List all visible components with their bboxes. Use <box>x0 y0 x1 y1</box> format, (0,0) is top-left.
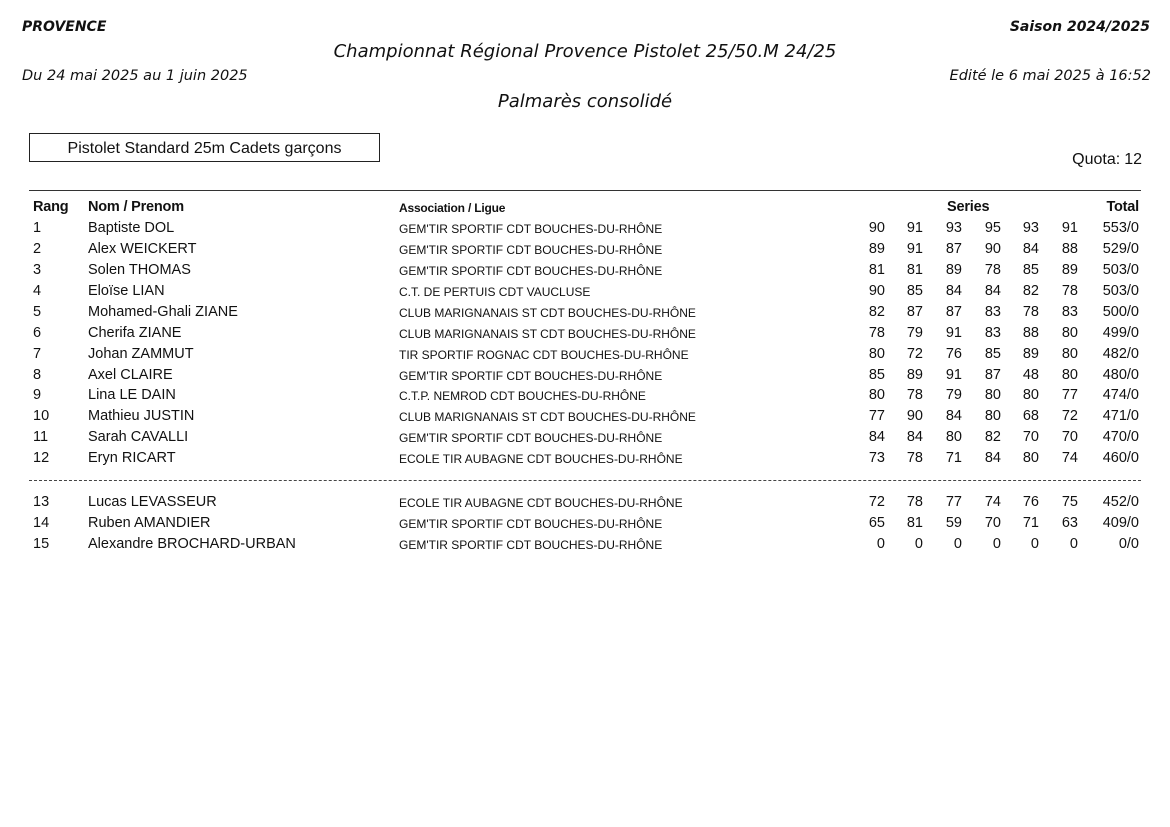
name-cell: Ruben AMANDIER <box>88 515 211 531</box>
club-cell: ECOLE TIR AUBAGNE CDT BOUCHES-DU-RHÔNE <box>399 452 683 466</box>
column-rank: Rang <box>33 199 69 215</box>
series-1-cell: 73 <box>868 450 885 466</box>
season-label: Saison 2024/2025 <box>1009 19 1150 35</box>
rank-cell: 8 <box>33 367 42 383</box>
series-6-cell: 77 <box>1061 387 1078 403</box>
club-cell: CLUB MARIGNANAIS ST CDT BOUCHES-DU-RHÔNE <box>399 327 696 341</box>
series-3-cell: 77 <box>945 494 962 510</box>
table-row <box>0 450 1170 471</box>
rank-cell: 4 <box>33 283 42 299</box>
series-6-cell: 91 <box>1061 220 1078 236</box>
series-1-cell: 85 <box>868 367 885 383</box>
series-2-cell: 79 <box>906 325 923 341</box>
series-6-cell: 63 <box>1061 515 1078 531</box>
series-2-cell: 89 <box>906 367 923 383</box>
quota-cutoff-divider <box>29 480 1141 481</box>
series-2-cell: 78 <box>906 494 923 510</box>
column-total: Total <box>1106 199 1139 215</box>
table-row <box>0 304 1170 325</box>
series-4-cell: 83 <box>984 325 1001 341</box>
rank-cell: 1 <box>33 220 42 236</box>
total-cell: 529/0 <box>1102 241 1139 257</box>
series-6-cell: 83 <box>1061 304 1078 320</box>
series-6-cell: 78 <box>1061 283 1078 299</box>
name-cell: Axel CLAIRE <box>88 367 173 383</box>
table-header <box>0 199 1170 220</box>
series-6-cell: 80 <box>1061 346 1078 362</box>
series-5-cell: 70 <box>1022 429 1039 445</box>
series-1-cell: 78 <box>868 325 885 341</box>
series-3-cell: 59 <box>945 515 962 531</box>
club-cell: CLUB MARIGNANAIS ST CDT BOUCHES-DU-RHÔNE <box>399 410 696 424</box>
quota <box>1072 151 1142 169</box>
total-cell: 474/0 <box>1102 387 1139 403</box>
club-cell: C.T. DE PERTUIS CDT VAUCLUSE <box>399 285 591 299</box>
series-1-cell: 65 <box>868 515 885 531</box>
region-label: PROVENCE <box>22 19 107 35</box>
series-2-cell: 78 <box>906 387 923 403</box>
series-4-cell: 83 <box>984 304 1001 320</box>
series-1-cell: 0 <box>876 536 885 552</box>
series-3-cell: 76 <box>945 346 962 362</box>
series-5-cell: 78 <box>1022 304 1039 320</box>
rank-cell: 9 <box>33 387 42 403</box>
series-5-cell: 80 <box>1022 450 1039 466</box>
series-5-cell: 82 <box>1022 283 1039 299</box>
name-cell: Lucas LEVASSEUR <box>88 494 217 510</box>
series-2-cell: 0 <box>914 536 923 552</box>
series-5-cell: 48 <box>1022 367 1039 383</box>
series-3-cell: 91 <box>945 367 962 383</box>
series-6-cell: 70 <box>1061 429 1078 445</box>
table-row <box>0 367 1170 388</box>
quota-value: 12 <box>1124 151 1142 168</box>
series-2-cell: 81 <box>906 262 923 278</box>
name-cell: Baptiste DOL <box>88 220 175 236</box>
name-cell: Johan ZAMMUT <box>88 346 194 362</box>
series-1-cell: 80 <box>868 387 885 403</box>
series-1-cell: 81 <box>868 262 885 278</box>
total-cell: 503/0 <box>1102 262 1139 278</box>
series-6-cell: 75 <box>1061 494 1078 510</box>
quota-label: Quota: <box>1072 151 1121 168</box>
series-6-cell: 88 <box>1061 241 1078 257</box>
club-cell: ECOLE TIR AUBAGNE CDT BOUCHES-DU-RHÔNE <box>399 496 683 510</box>
club-cell: GEM'TIR SPORTIF CDT BOUCHES-DU-RHÔNE <box>399 538 663 552</box>
series-4-cell: 74 <box>984 494 1001 510</box>
series-4-cell: 80 <box>984 408 1001 424</box>
series-3-cell: 71 <box>945 450 962 466</box>
series-1-cell: 84 <box>868 429 885 445</box>
series-2-cell: 78 <box>906 450 923 466</box>
column-club: Association / Ligue <box>399 201 506 215</box>
table-row <box>0 283 1170 304</box>
series-1-cell: 90 <box>868 220 885 236</box>
total-cell: 480/0 <box>1102 367 1139 383</box>
table-row <box>0 220 1170 241</box>
series-6-cell: 89 <box>1061 262 1078 278</box>
page-title: Championnat Régional Provence Pistolet 25/50.M 24/25 <box>333 41 837 62</box>
name-cell: Alex WEICKERT <box>88 241 197 257</box>
club-cell: GEM'TIR SPORTIF CDT BOUCHES-DU-RHÔNE <box>399 431 663 445</box>
series-2-cell: 91 <box>906 241 923 257</box>
table-row <box>0 515 1170 536</box>
series-6-cell: 80 <box>1061 367 1078 383</box>
column-series: Series <box>947 199 990 215</box>
page-subtitle: Palmarès consolidé <box>497 91 673 112</box>
series-5-cell: 84 <box>1022 241 1039 257</box>
name-cell: Sarah CAVALLI <box>88 429 189 445</box>
table-row <box>0 241 1170 262</box>
club-cell: TIR SPORTIF ROGNAC CDT BOUCHES-DU-RHÔNE <box>399 348 689 362</box>
series-5-cell: 85 <box>1022 262 1039 278</box>
series-1-cell: 90 <box>868 283 885 299</box>
rank-cell: 3 <box>33 262 42 278</box>
club-cell: CLUB MARIGNANAIS ST CDT BOUCHES-DU-RHÔNE <box>399 306 696 320</box>
series-6-cell: 72 <box>1061 408 1078 424</box>
total-cell: 500/0 <box>1102 304 1139 320</box>
series-2-cell: 91 <box>906 220 923 236</box>
rank-cell: 14 <box>33 515 50 531</box>
table-row <box>0 262 1170 283</box>
series-3-cell: 93 <box>945 220 962 236</box>
table-row <box>0 429 1170 450</box>
series-5-cell: 93 <box>1022 220 1039 236</box>
name-cell: Alexandre BROCHARD-URBAN <box>88 536 296 552</box>
series-4-cell: 82 <box>984 429 1001 445</box>
series-3-cell: 80 <box>945 429 962 445</box>
column-name: Nom / Prenom <box>88 199 184 215</box>
series-6-cell: 74 <box>1061 450 1078 466</box>
series-5-cell: 88 <box>1022 325 1039 341</box>
total-cell: 452/0 <box>1102 494 1139 510</box>
series-2-cell: 90 <box>906 408 923 424</box>
series-4-cell: 95 <box>984 220 1001 236</box>
series-5-cell: 89 <box>1022 346 1039 362</box>
edited-timestamp: Edité le 6 mai 2025 à 16:52 <box>949 68 1151 84</box>
club-cell: GEM'TIR SPORTIF CDT BOUCHES-DU-RHÔNE <box>399 222 663 236</box>
series-5-cell: 71 <box>1022 515 1039 531</box>
series-3-cell: 79 <box>945 387 962 403</box>
series-4-cell: 84 <box>984 450 1001 466</box>
name-cell: Cherifa ZIANE <box>88 325 182 341</box>
series-6-cell: 0 <box>1069 536 1078 552</box>
series-1-cell: 77 <box>868 408 885 424</box>
table-row <box>0 346 1170 367</box>
rank-cell: 5 <box>33 304 42 320</box>
rank-cell: 7 <box>33 346 42 362</box>
series-4-cell: 78 <box>984 262 1001 278</box>
club-cell: GEM'TIR SPORTIF CDT BOUCHES-DU-RHÔNE <box>399 243 663 257</box>
rank-cell: 2 <box>33 241 42 257</box>
name-cell: Mohamed-Ghali ZIANE <box>88 304 238 320</box>
series-3-cell: 84 <box>945 408 962 424</box>
series-1-cell: 89 <box>868 241 885 257</box>
series-4-cell: 84 <box>984 283 1001 299</box>
series-1-cell: 72 <box>868 494 885 510</box>
name-cell: Eryn RICART <box>88 450 176 466</box>
series-3-cell: 84 <box>945 283 962 299</box>
series-3-cell: 91 <box>945 325 962 341</box>
series-4-cell: 87 <box>984 367 1001 383</box>
series-2-cell: 81 <box>906 515 923 531</box>
series-2-cell: 87 <box>906 304 923 320</box>
club-cell: GEM'TIR SPORTIF CDT BOUCHES-DU-RHÔNE <box>399 369 663 383</box>
total-cell: 409/0 <box>1102 515 1139 531</box>
total-cell: 499/0 <box>1102 325 1139 341</box>
total-cell: 0/0 <box>1118 536 1139 552</box>
rank-cell: 12 <box>33 450 50 466</box>
series-3-cell: 87 <box>945 241 962 257</box>
series-3-cell: 89 <box>945 262 962 278</box>
table-row <box>0 494 1170 515</box>
rank-cell: 10 <box>33 408 50 424</box>
series-4-cell: 85 <box>984 346 1001 362</box>
rank-cell: 6 <box>33 325 42 341</box>
name-cell: Solen THOMAS <box>88 262 191 278</box>
series-4-cell: 90 <box>984 241 1001 257</box>
series-5-cell: 76 <box>1022 494 1039 510</box>
name-cell: Eloïse LIAN <box>88 283 165 299</box>
series-2-cell: 84 <box>906 429 923 445</box>
total-cell: 482/0 <box>1102 346 1139 362</box>
header-divider <box>29 190 1141 191</box>
total-cell: 503/0 <box>1102 283 1139 299</box>
event-name-box: Pistolet Standard 25m Cadets garçons <box>29 133 380 162</box>
club-cell: C.T.P. NEMROD CDT BOUCHES-DU-RHÔNE <box>399 389 646 403</box>
total-cell: 460/0 <box>1102 450 1139 466</box>
club-cell: GEM'TIR SPORTIF CDT BOUCHES-DU-RHÔNE <box>399 517 663 531</box>
rank-cell: 13 <box>33 494 50 510</box>
club-cell: GEM'TIR SPORTIF CDT BOUCHES-DU-RHÔNE <box>399 264 663 278</box>
series-5-cell: 0 <box>1030 536 1039 552</box>
series-3-cell: 0 <box>953 536 962 552</box>
table-row <box>0 536 1170 557</box>
rank-cell: 11 <box>33 429 49 445</box>
series-6-cell: 80 <box>1061 325 1078 341</box>
name-cell: Mathieu JUSTIN <box>88 408 195 424</box>
series-4-cell: 80 <box>984 387 1001 403</box>
total-cell: 470/0 <box>1102 429 1139 445</box>
name-cell: Lina LE DAIN <box>88 387 176 403</box>
total-cell: 553/0 <box>1102 220 1139 236</box>
series-1-cell: 82 <box>868 304 885 320</box>
series-4-cell: 0 <box>992 536 1001 552</box>
total-cell: 471/0 <box>1102 408 1139 424</box>
rank-cell: 15 <box>33 536 50 552</box>
series-3-cell: 87 <box>945 304 962 320</box>
table-row <box>0 408 1170 429</box>
series-5-cell: 68 <box>1022 408 1039 424</box>
table-row <box>0 325 1170 346</box>
series-2-cell: 72 <box>906 346 923 362</box>
series-1-cell: 80 <box>868 346 885 362</box>
series-5-cell: 80 <box>1022 387 1039 403</box>
series-2-cell: 85 <box>906 283 923 299</box>
table-row <box>0 387 1170 408</box>
series-4-cell: 70 <box>984 515 1001 531</box>
event-dates: Du 24 mai 2025 au 1 juin 2025 <box>22 68 248 84</box>
